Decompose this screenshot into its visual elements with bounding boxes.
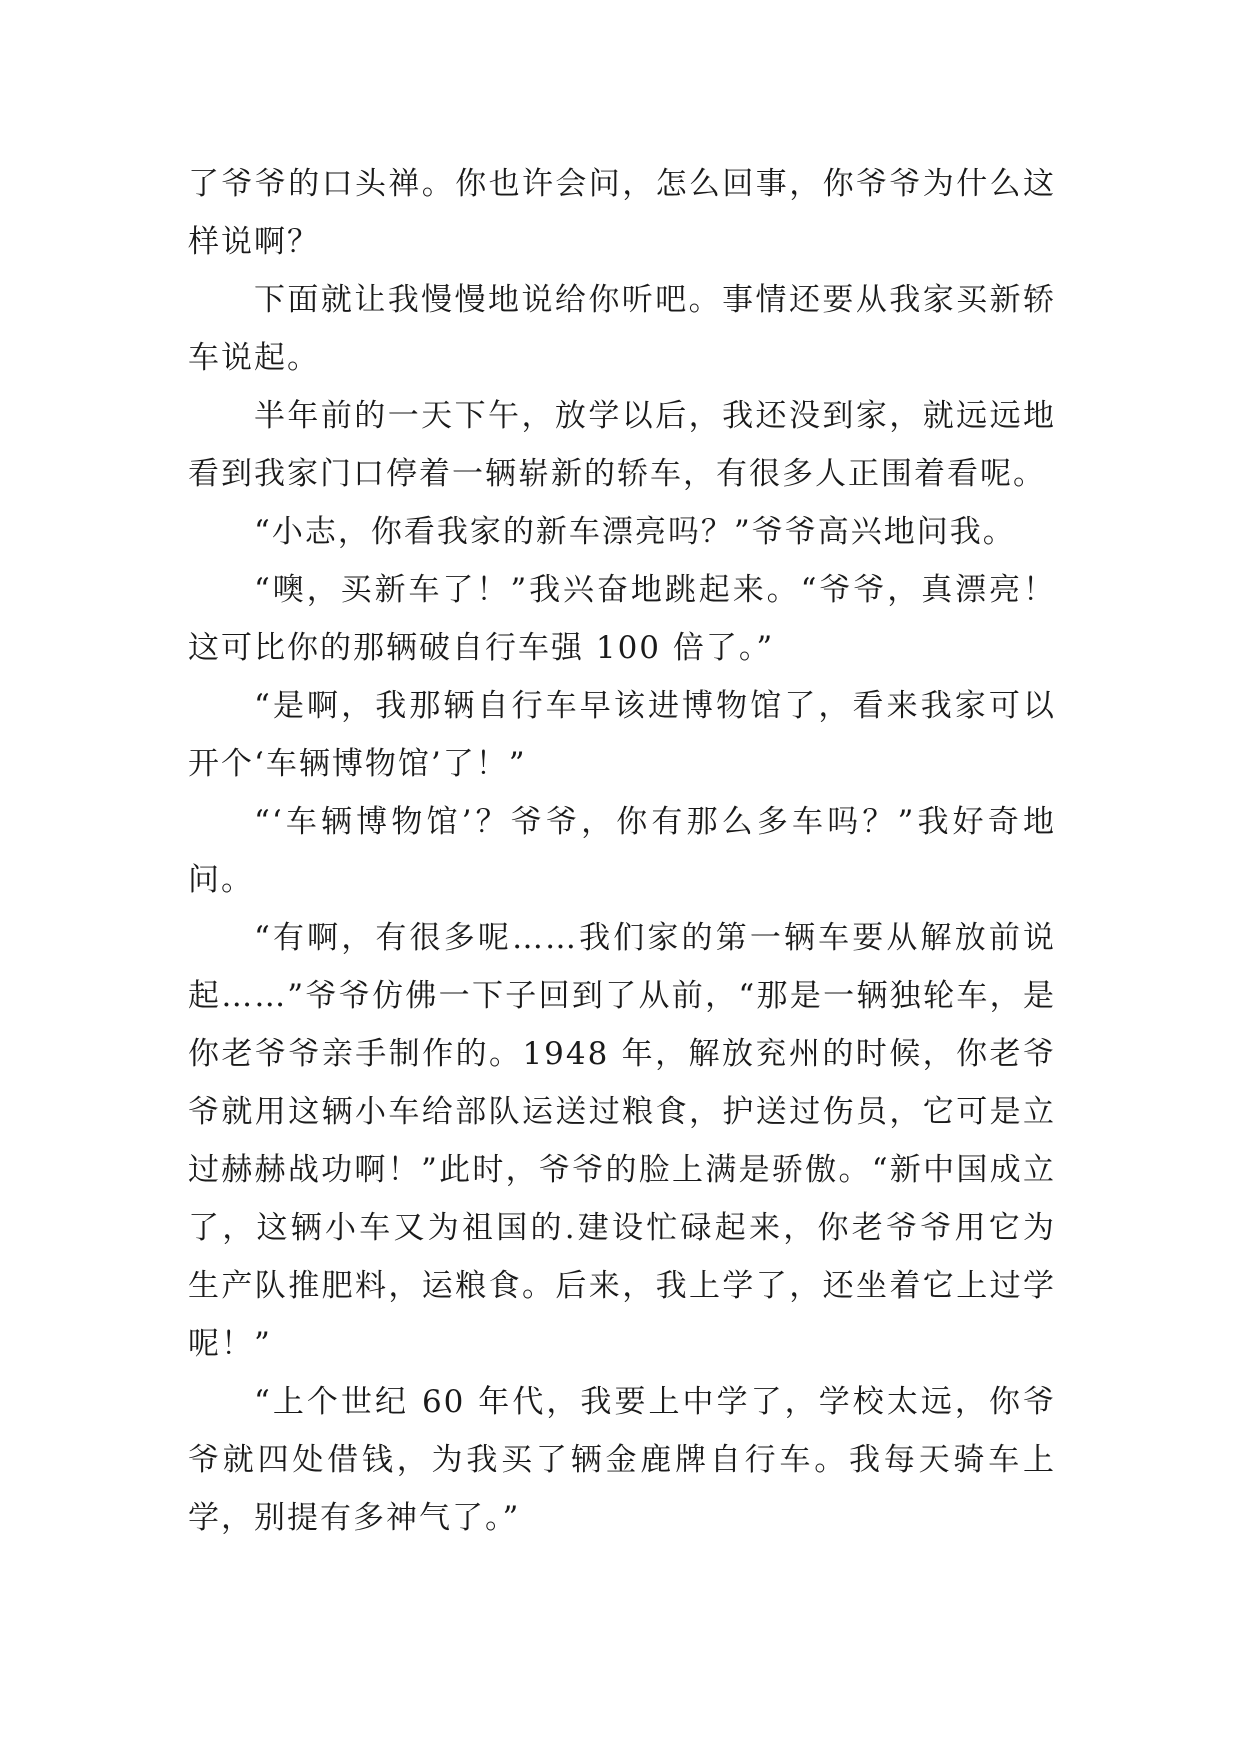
- paragraph-6: “是啊，我那辆自行车早该进博物馆了，看来我家可以开个‘车辆博物馆’了！”: [188, 688, 1056, 782]
- paragraph-3: 半年前的一天下午，放学以后，我还没到家，就远远地看到我家门口停着一辆崭新的轿车，有很多人正围着看呢。: [188, 398, 1056, 492]
- paragraph-2: 下面就让我慢慢地说给你听吧。事情还要从我家买新轿车说起。: [188, 282, 1056, 376]
- paragraph-9: “上个世纪 60 年代，我要上中学了，学校太远，你爷爷就四处借钱，为我买了辆金鹿牌自行车。我每天骑车上学，别提有多神气了。”: [188, 1384, 1056, 1536]
- document-page: [188, 155, 1056, 1547]
- paragraph-5: “噢，买新车了！”我兴奋地跳起来。“爷爷，真漂亮！这可比你的那辆破自行车强 100 倍了。”: [188, 572, 1056, 666]
- paragraph-4: “小志，你看我家的新车漂亮吗？”爷爷高兴地问我。: [254, 514, 1016, 550]
- paragraph-1: 了爷爷的口头禅。你也许会问，怎么回事，你爷爷为什么这样说啊？: [188, 166, 1056, 260]
- paragraph-8: “有啊，有很多呢……我们家的第一辆车要从解放前说起……”爷爷仿佛一下子回到了从前，“那是一辆独轮车，是你老爷爷亲手制作的。1948 年，解放兖州的时候，你老爷爷就用这辆小车给部队运送过粮食，护送过伤员，它可是立过赫赫战功啊！”此时，爷爷的脸上满是骄傲。“新中国成立了，这辆小车又为祖国的.建设忙碌起来，你老爷爷用它为生产队推肥料，运粮食。后来，我上学了，还坐着它上过学呢！”: [188, 920, 1056, 1362]
- paragraph-7: “‘车辆博物馆’？爷爷，你有那么多车吗？”我好奇地问。: [188, 804, 1056, 898]
